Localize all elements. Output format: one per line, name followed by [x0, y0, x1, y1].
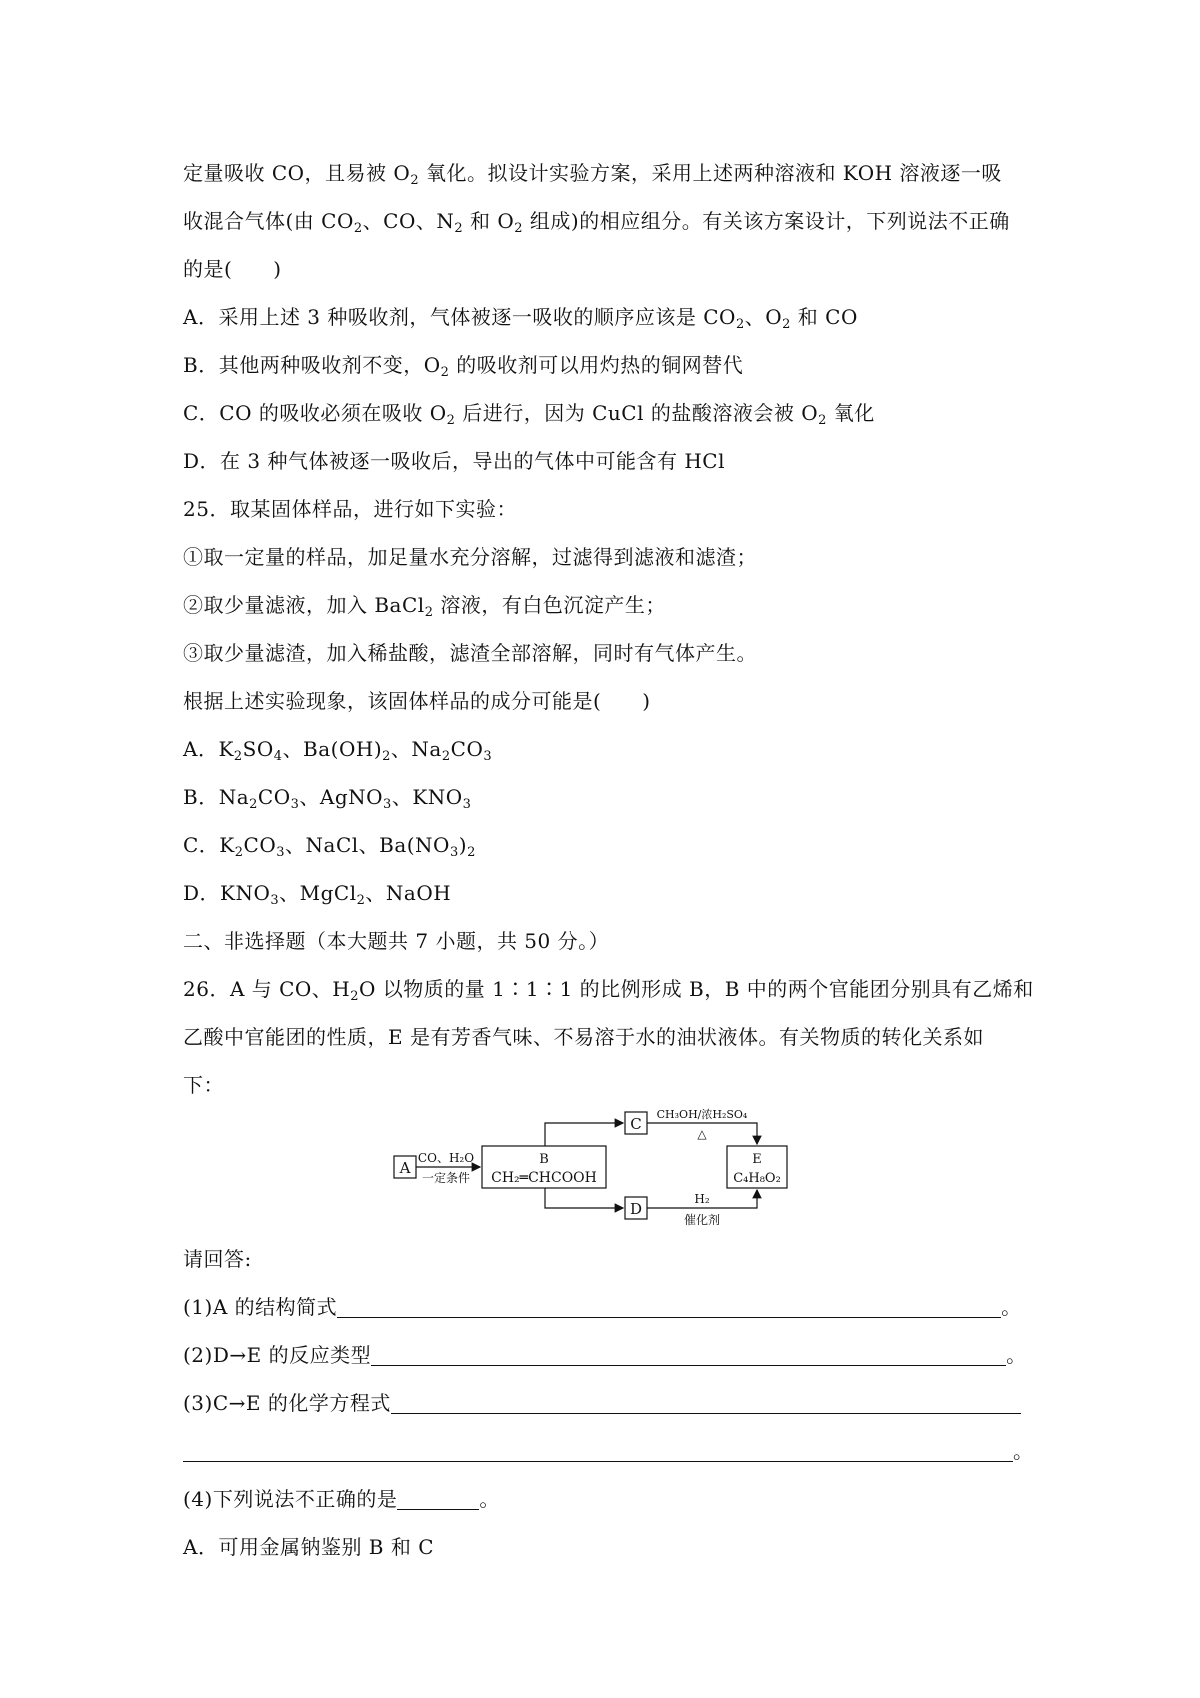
arrow-b-c	[545, 1123, 623, 1146]
subscript: 2	[440, 365, 450, 380]
reaction-diagram	[390, 1100, 830, 1230]
answer-blank[interactable]	[371, 1345, 1006, 1366]
subscript: 3	[270, 893, 280, 908]
condition-c-e-top: CH₃OH/浓H₂SO₄	[656, 1108, 748, 1121]
text: 溶液，有白色沉淀产生；	[433, 593, 666, 617]
text: SO	[242, 737, 274, 761]
q26-part-2	[183, 1339, 1027, 1368]
subscript: 2	[233, 749, 243, 764]
text: (1)A 的结构简式	[183, 1295, 338, 1319]
text: 、Na	[390, 737, 442, 761]
text: CO	[257, 785, 291, 809]
condition-a-b-top: CO、H₂O	[417, 1151, 475, 1165]
text: 。	[1006, 1343, 1027, 1367]
text: C．K	[183, 833, 235, 857]
text: 和 CO	[790, 305, 858, 329]
q26-part-4	[183, 1483, 500, 1512]
q26-prompt: 请回答:	[183, 1247, 252, 1271]
text: 组成)的相应组分。有关该方案设计，下列说法不正确	[523, 209, 1010, 233]
text: 和 O	[463, 209, 515, 233]
label-b: B	[539, 1152, 549, 1167]
subscript: 2	[454, 221, 464, 236]
subscript: 3	[276, 845, 286, 860]
label-d: D	[629, 1200, 643, 1218]
q25-step-2	[183, 589, 666, 618]
subscript: 3	[290, 797, 300, 812]
q26-stem-2: 乙酸中官能团的性质，E 是有芳香气味、不易溶于水的油状液体。有关物质的转化关系如	[183, 1025, 984, 1049]
q25-option-b	[183, 781, 471, 810]
label-c: C	[630, 1115, 642, 1133]
text: 26．A 与 CO、H	[183, 977, 351, 1001]
text: 氧化。拟设计实验方案，采用上述两种溶液和 KOH 溶液逐一吸	[419, 161, 1002, 185]
condition-d-e-top: H₂	[694, 1192, 710, 1206]
text: 。	[1013, 1439, 1034, 1463]
q25-step-1: ①取一定量的样品，加足量水充分溶解，过滤得到滤液和滤渣；	[183, 545, 757, 569]
condition-d-e-bottom: 催化剂	[683, 1213, 721, 1227]
text: O 以物质的量 1∶1∶1 的比例形成 B，B 中的两个官能团分别具有乙烯和	[359, 977, 1034, 1001]
text: (4)下列说法不正确的是	[183, 1487, 398, 1511]
q24-option-c	[183, 397, 875, 426]
q24-line-2	[183, 205, 1010, 234]
formula-b: CH₂═CHCOOH	[491, 1170, 597, 1186]
q25-option-a	[183, 733, 492, 762]
subscript: 2	[234, 845, 244, 860]
subscript: 2	[382, 749, 391, 764]
subscript: 2	[350, 989, 360, 1004]
text: 、NaOH	[365, 881, 452, 905]
subscript: 2	[818, 413, 827, 428]
q24-option-a	[183, 301, 858, 330]
condition-a-b-bottom: 一定条件	[421, 1171, 471, 1185]
q26-part-1	[183, 1291, 1022, 1320]
text: (2)D→E 的反应类型	[183, 1343, 372, 1367]
subscript: 3	[483, 749, 493, 764]
text: 、AgNO	[299, 785, 384, 809]
text: ②取少量滤液，加入 BaCl	[183, 593, 425, 617]
q26-stem-3: 下：	[183, 1073, 224, 1097]
subscript: 2	[353, 221, 363, 236]
subscript: 2	[410, 173, 420, 188]
label-e: E	[752, 1152, 762, 1167]
text: 、O	[744, 305, 783, 329]
condition-c-e-bottom: △	[697, 1127, 707, 1141]
subscript: 2	[782, 317, 791, 332]
text: 。	[479, 1487, 500, 1511]
text: )	[458, 833, 468, 857]
subscript: 3	[383, 797, 392, 812]
text: D．KNO	[183, 881, 271, 905]
subscript: 3	[462, 797, 472, 812]
answer-blank[interactable]	[391, 1393, 1021, 1414]
subscript: 2	[424, 605, 434, 620]
text: 收混合气体(由 CO	[183, 209, 354, 233]
q26-part-3	[183, 1387, 1021, 1416]
text: CO	[450, 737, 484, 761]
text: 氧化	[826, 401, 875, 425]
label-a: A	[399, 1159, 411, 1177]
q24-line-1	[183, 157, 1002, 186]
subscript: 2	[467, 845, 476, 860]
answer-blank[interactable]	[397, 1489, 479, 1510]
text: B．Na	[183, 785, 250, 809]
subscript: 2	[735, 317, 745, 332]
q25-option-d	[183, 877, 451, 906]
text: 定量吸收 CO，且易被 O	[183, 161, 411, 185]
subscript: 2	[356, 893, 366, 908]
formula-e: C₄H₈O₂	[733, 1171, 781, 1186]
subscript: 2	[446, 413, 456, 428]
subscript: 2	[514, 221, 524, 236]
text: CO	[243, 833, 277, 857]
text: 、CO、N	[362, 209, 455, 233]
text: A．K	[183, 737, 234, 761]
section-heading: 二、非选择题（本大题共 7 小题，共 50 分。）	[183, 929, 610, 953]
text: (3)C→E 的化学方程式	[183, 1391, 391, 1415]
text: A．采用上述 3 种吸收剂，气体被逐一吸收的顺序应该是 CO	[183, 305, 736, 329]
q25-option-c	[183, 829, 476, 858]
q25-stem: 25．取某固体样品，进行如下实验：	[183, 497, 517, 521]
q25-question: 根据上述实验现象，该固体样品的成分可能是( )	[183, 689, 651, 713]
subscript: 2	[441, 749, 451, 764]
arrow-b-d	[545, 1188, 623, 1208]
text: 、KNO	[391, 785, 463, 809]
q25-step-3: ③取少量滤渣，加入稀盐酸，滤渣全部溶解，同时有气体产生。	[183, 641, 757, 665]
text: 、NaCl、Ba(NO	[285, 833, 450, 857]
q26-option-a: A．可用金属钠鉴别 B 和 C	[183, 1535, 435, 1559]
q26-part-3-continued	[183, 1435, 1034, 1464]
q24-line-3: 的是( )	[183, 257, 282, 281]
text: 的吸收剂可以用灼热的铜网替代	[449, 353, 744, 377]
subscript: 4	[273, 749, 283, 764]
text: 后进行，因为 CuCl 的盐酸溶液会被 O	[455, 401, 819, 425]
text: B．其他两种吸收剂不变，O	[183, 353, 441, 377]
text: 。	[1001, 1295, 1022, 1319]
text: 、MgCl	[279, 881, 357, 905]
text: C．CO 的吸收必须在吸收 O	[183, 401, 447, 425]
answer-blank[interactable]	[337, 1297, 1001, 1318]
q24-option-b	[183, 349, 743, 378]
text: 、Ba(OH)	[282, 737, 383, 761]
answer-blank[interactable]	[183, 1441, 1013, 1462]
subscript: 3	[449, 845, 459, 860]
subscript: 2	[249, 797, 258, 812]
q24-option-d: D．在 3 种气体被逐一吸收后，导出的气体中可能含有 HCl	[183, 449, 725, 473]
q26-stem-1	[183, 973, 1034, 1002]
